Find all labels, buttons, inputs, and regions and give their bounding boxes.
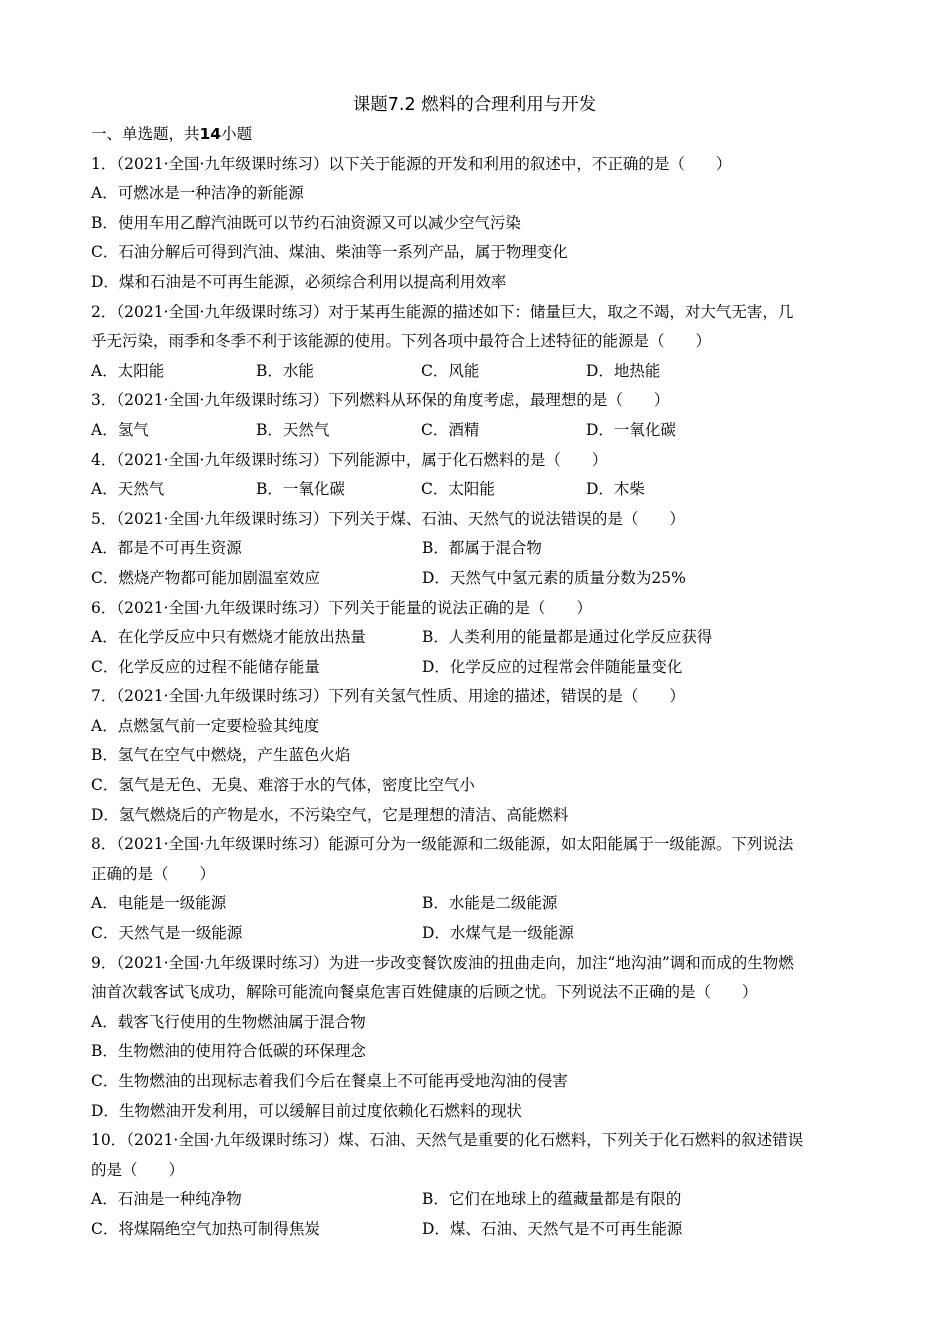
question-5-option-b: B．都属于混合物 — [422, 539, 542, 558]
question-5-stem: 5．（2021·全国·九年级课时练习）下列关于煤、石油、天然气的说法错误的是（ ） — [91, 509, 685, 528]
question-6-option-a: A．在化学反应中只有燃烧才能放出热量 — [91, 628, 366, 647]
question-7-stem: 7．（2021·全国·九年级课时练习）下列有关氢气性质、用途的描述，错误的是（ ） — [91, 687, 685, 706]
question-6-option-b: B．人类利用的能量都是通过化学反应获得 — [422, 628, 713, 647]
question-3-options — [91, 416, 858, 446]
question-1-stem: 1．（2021·全国·九年级课时练习）以下关于能源的开发和利用的叙述中，不正确的是（ ） — [91, 154, 732, 173]
question-5-option-c: C．燃烧产物都可能加剧温室效应 — [91, 568, 320, 587]
question-10-option-d: D．煤、石油、天然气是不可再生能源 — [422, 1219, 683, 1238]
question-8-stem-cont: 正确的是（ ） — [91, 864, 216, 883]
question-2-stem-cont: 乎无污染，雨季和冬季不利于该能源的使用。下列各项中最符合上述特征的能源是（ ） — [91, 332, 712, 351]
question-10-options-ab — [91, 1185, 858, 1215]
question-10-option-a: A．石油是一种纯净物 — [91, 1190, 242, 1209]
section-heading: 一、单选题，共14小题 — [91, 125, 253, 143]
question-10-stem-cont: 的是（ ） — [91, 1160, 185, 1179]
question-7-option-b: B．氢气在空气中燃烧，产生蓝色火焰 — [91, 746, 351, 765]
question-10-options-cd — [91, 1215, 858, 1245]
question-1-option-d: D．煤和石油是不可再生能源，必须综合利用以提高利用效率 — [91, 272, 507, 291]
question-2-option-c: C．风能 — [421, 361, 480, 380]
question-10-option-b: B．它们在地球上的蕴藏量都是有限的 — [422, 1190, 682, 1209]
question-3-stem: 3．（2021·全国·九年级课时练习）下列燃料从环保的角度考虑，最理想的是（ ） — [91, 391, 670, 410]
question-6-option-d: D．化学反应的过程常会伴随能量变化 — [422, 657, 683, 676]
question-2-option-b: B．水能 — [256, 361, 314, 380]
question-2-option-d: D．地热能 — [586, 361, 661, 380]
question-1-option-a: A．可燃冰是一种洁净的新能源 — [91, 184, 304, 203]
question-8-option-d: D．水煤气是一级能源 — [422, 924, 574, 943]
question-count: 14 — [199, 125, 222, 143]
question-5-option-a: A．都是不可再生资源 — [91, 539, 242, 558]
question-9-option-c: C．生物燃油的出现标志着我们今后在餐桌上不可能再受地沟油的侵害 — [91, 1072, 568, 1090]
question-6-options-ab — [91, 623, 858, 653]
question-3-option-c: C．酒精 — [421, 420, 480, 439]
question-2-options — [91, 357, 858, 387]
question-3-option-a: A．氢气 — [91, 420, 149, 439]
question-8-option-a: A．电能是一级能源 — [91, 894, 227, 913]
question-4-options — [91, 475, 858, 505]
question-6-option-c: C．化学反应的过程不能储存能量 — [91, 657, 320, 676]
question-1-option-c: C．石油分解后可得到汽油、煤油、柴油等一系列产品，属于物理变化 — [91, 243, 568, 262]
question-7-option-a: A．点燃氢气前一定要检验其纯度 — [91, 716, 320, 735]
question-7-option-c: C．氢气是无色、无臭、难溶于水的气体，密度比空气小 — [91, 776, 475, 795]
question-9-stem: 9．（2021·全国·九年级课时练习）为进一步改变餐饮废油的扭曲走向，加注“地沟油”调和而成的生物燃 — [91, 953, 794, 972]
question-10-stem: 10．（2021·全国·九年级课时练习）煤、石油、天然气是重要的化石燃料，下列关于化石燃料的叙述错误 — [91, 1131, 804, 1150]
question-9-option-b: B．生物燃油的使用符合低碳的环保理念 — [91, 1042, 366, 1061]
question-8-options-cd — [91, 919, 858, 949]
question-2-stem: 2．（2021·全国·九年级课时练习）对于某再生能源的描述如下：储量巨大，取之不竭，对大气无害，几 — [91, 302, 794, 321]
question-4-stem: 4．（2021·全国·九年级课时练习）下列能源中，属于化石燃料的是（ ） — [91, 450, 608, 469]
question-4-option-d: D．木柴 — [586, 480, 645, 499]
document-title: 课题7.2 燃料的合理利用与开发 — [352, 95, 597, 115]
question-4-option-c: C．太阳能 — [421, 480, 495, 499]
question-6-stem: 6．（2021·全国·九年级课时练习）下列关于能量的说法正确的是（ ） — [91, 598, 592, 617]
question-4-option-b: B．一氧化碳 — [256, 480, 345, 499]
question-8-stem: 8．（2021·全国·九年级课时练习）能源可分为一级能源和二级能源，如太阳能属于一级能源。下列说法 — [91, 835, 794, 854]
question-1-option-b: B．使用车用乙醇汽油既可以节约石油资源又可以减少空气污染 — [91, 213, 521, 232]
question-5-options-cd — [91, 564, 858, 594]
question-10-option-c: C．将煤隔绝空气加热可制得焦炭 — [91, 1219, 320, 1238]
question-7-option-d: D．氢气燃烧后的产物是水，不污染空气，它是理想的清洁、高能燃料 — [91, 805, 569, 824]
question-5-options-ab — [91, 534, 858, 564]
question-3-option-d: D．一氧化碳 — [586, 420, 676, 439]
question-9-stem-cont: 油首次载客试飞成功，解除可能流向餐桌危害百姓健康的后顾之忧。下列说法不正确的是（ ） — [91, 983, 758, 1002]
question-6-options-cd — [91, 653, 858, 683]
question-3-option-b: B．天然气 — [256, 420, 330, 439]
question-9-option-a: A．载客飞行使用的生物燃油属于混合物 — [91, 1012, 366, 1031]
question-9-option-d: D．生物燃油开发利用，可以缓解目前过度依赖化石燃料的现状 — [91, 1101, 522, 1120]
question-5-option-d: D．天然气中氢元素的质量分数为25% — [422, 568, 686, 587]
question-2-option-a: A．太阳能 — [91, 361, 165, 380]
question-8-option-b: B．水能是二级能源 — [422, 894, 558, 913]
question-8-option-c: C．天然气是一级能源 — [91, 924, 243, 943]
question-8-options-ab — [91, 889, 858, 919]
question-4-option-a: A．天然气 — [91, 480, 165, 499]
